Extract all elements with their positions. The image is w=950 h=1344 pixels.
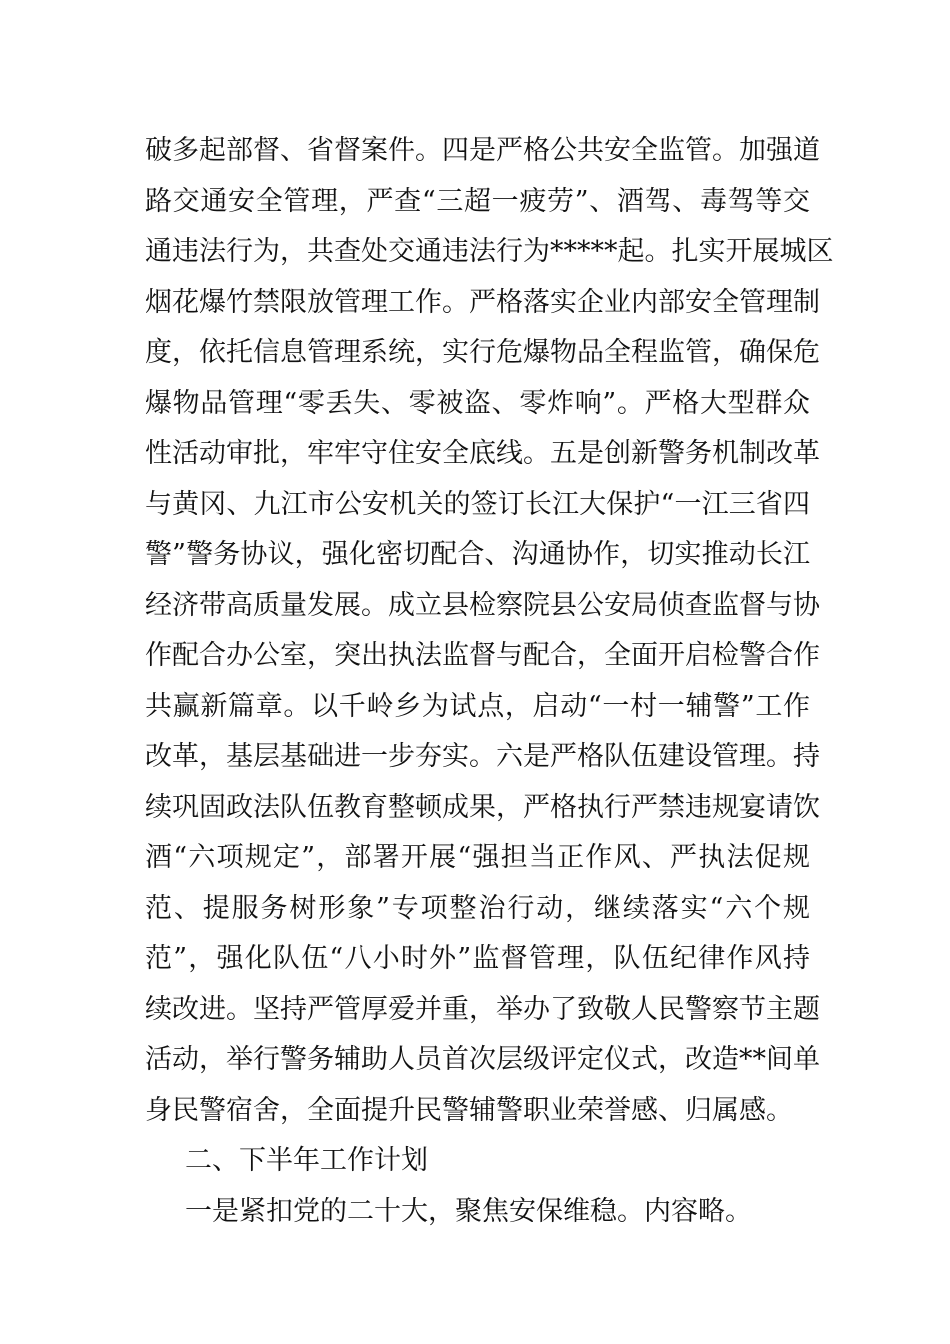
paragraph-line: 共赢新篇章。以千岭乡为试点，启动“一村一辅警”工作 — [145, 690, 810, 722]
paragraph-line: 续改进。坚持严管厚爱并重，举办了致敬人民警察节主题 — [145, 993, 820, 1025]
paragraph-line: 爆物品管理“零丢失、零被盗、零炸响”。严格大型群众 — [145, 387, 810, 419]
paragraph-line: 烟花爆竹禁限放管理工作。严格落实企业内部安全管理制 — [145, 286, 820, 318]
paragraph-line: 与黄冈、九江市公安机关的签订长江大保护“一江三省四 — [145, 488, 810, 520]
plan-item: 一是紧扣党的二十大，聚焦安保维稳。内容略。 — [185, 1195, 752, 1227]
paragraph-line: 通违法行为，共查处交通违法行为*****起。扎实开展城区 — [145, 236, 834, 267]
paragraph-line: 性活动审批，牢牢守住安全底线。五是创新警务机制改革 — [145, 438, 820, 469]
paragraph-line: 续巩固政法队伍教育整顿成果，严格执行严禁违规宴请饮 — [145, 791, 820, 823]
paragraph-line: 活动，举行警务辅助人员首次层级评定仪式，改造**间单 — [145, 1044, 820, 1075]
paragraph-line: 破多起部督、省督案件。四是严格公共安全监管。加强道 — [145, 135, 820, 166]
paragraph-line: 经济带高质量发展。成立县检察院县公安局侦查监督与协 — [145, 589, 820, 621]
document-body — [145, 126, 834, 1237]
paragraph-line: 身民警宿舍，全面提升民警辅警职业荣誉感、归属感。 — [145, 1094, 793, 1126]
paragraph-line: 路交通安全管理，严查“三超一疲劳”、酒驾、毒驾等交 — [145, 185, 810, 217]
paragraph-line: 作配合办公室，突出执法监督与配合，全面开启检警合作 — [145, 640, 820, 671]
section-heading: 二、下半年工作计划 — [185, 1145, 428, 1176]
paragraph-line: 范”，强化队伍“八小时外”监督管理，队伍纪律作风持 — [145, 943, 810, 974]
paragraph-line: 度，依托信息管理系统，实行危爆物品全程监管，确保危 — [145, 337, 820, 368]
paragraph-line: 酒“六项规定”，部署开展“强担当正作风、严执法促规 — [145, 842, 810, 873]
paragraph-line: 改革，基层基础进一步夯实。六是严格队伍建设管理。持 — [145, 741, 820, 772]
paragraph-line: 范、提服务树形象”专项整治行动，继续落实“六个规 — [145, 892, 810, 924]
paragraph-line: 警”警务协议，强化密切配合、沟通协作，切实推动长江 — [145, 539, 810, 570]
